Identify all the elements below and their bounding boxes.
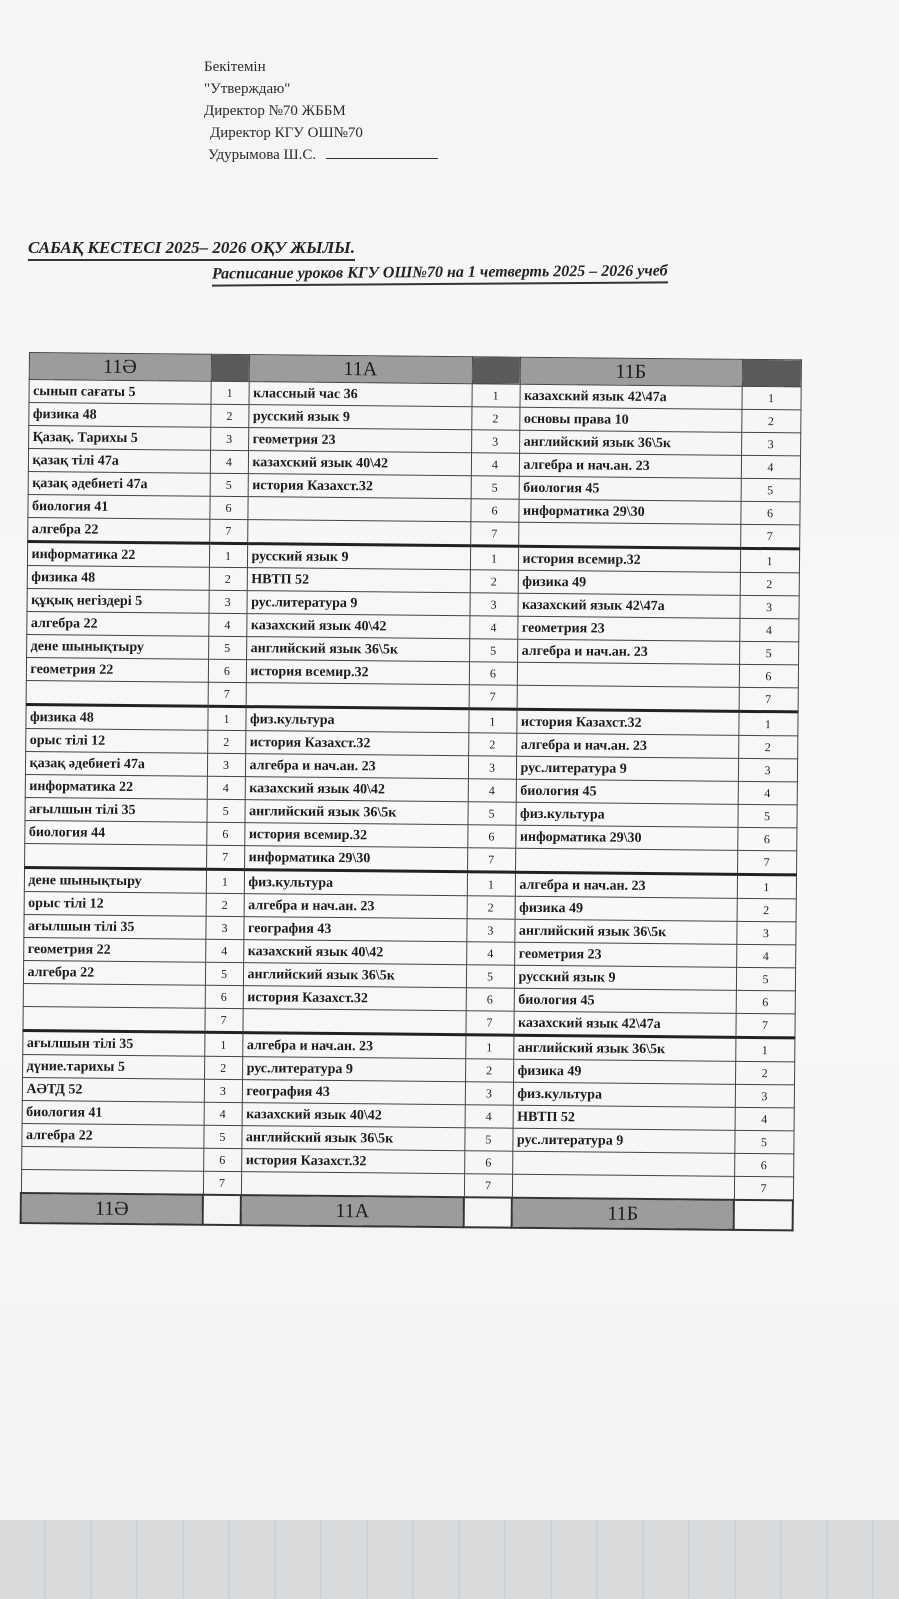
subject-11a: казахский язык 40\42	[242, 1103, 465, 1128]
lesson-number: 5	[736, 967, 795, 991]
subject-11b: английский язык 36\5к	[513, 1035, 735, 1061]
subject-11e: геометрия 22	[23, 937, 205, 962]
class-header-11e: 11Ә	[29, 353, 211, 382]
approval-line: Бекітемін	[204, 59, 266, 75]
lesson-number: 4	[738, 781, 797, 805]
lesson-number: 6	[209, 496, 247, 519]
subject-11e: биология 44	[24, 820, 206, 845]
background-surface	[0, 1520, 899, 1599]
lesson-number: 2	[210, 404, 248, 427]
subject-11a	[246, 683, 469, 709]
lesson-number: 7	[204, 1008, 242, 1032]
lesson-number: 1	[735, 1037, 794, 1062]
subject-11a	[247, 497, 470, 522]
subject-11b: физика 49	[518, 570, 740, 595]
lesson-number: 5	[737, 804, 796, 828]
subject-11b: основы права 10	[519, 407, 741, 432]
subject-11b: казахский язык 42\47а	[513, 1011, 735, 1037]
lesson-number: 3	[210, 427, 248, 450]
subject-11a: история всемир.32	[246, 660, 469, 685]
lesson-number: 6	[208, 659, 246, 682]
lesson-number: 6	[466, 988, 514, 1011]
lesson-number: 5	[471, 476, 519, 499]
lesson-number: 1	[207, 706, 245, 730]
subject-11a: рус.литература 9	[246, 591, 469, 616]
lesson-number: 5	[741, 478, 800, 502]
lesson-number: 6	[469, 662, 517, 685]
lesson-number: 6	[737, 827, 796, 851]
lesson-number: 2	[468, 733, 516, 756]
subject-11b: информатика 29\30	[515, 825, 737, 850]
subject-11e: физика 48	[25, 704, 207, 730]
subject-11a: английский язык 36\5к	[241, 1126, 464, 1151]
lesson-number: 1	[470, 546, 518, 570]
lesson-number: 7	[208, 682, 246, 706]
lesson-number: 3	[738, 758, 797, 782]
subject-11b: рус.литература 9	[512, 1128, 734, 1153]
lesson-number: 5	[203, 1125, 241, 1148]
approval-line: "Утверждаю"	[204, 81, 291, 97]
subject-11b: физ.культура	[515, 802, 737, 827]
subject-11a: казахский язык 40\42	[246, 614, 469, 639]
lesson-number: 2	[741, 409, 800, 433]
subject-11e: қазақ тілі 47а	[28, 449, 210, 474]
subject-11a: география 43	[243, 917, 466, 942]
lesson-number: 2	[206, 893, 244, 916]
schedule-table	[20, 352, 802, 1231]
lesson-number: 5	[734, 1130, 793, 1154]
lesson-number: 4	[735, 1107, 794, 1131]
lesson-number: 7	[206, 845, 244, 869]
lesson-number: 5	[466, 965, 514, 988]
lesson-number: 3	[204, 1079, 242, 1102]
subject-11e: биология 41	[22, 1100, 204, 1125]
lesson-number: 2	[470, 570, 518, 593]
lesson-number: 3	[741, 432, 800, 456]
subject-11b: алгебра и нач.ан. 23	[515, 872, 737, 898]
subject-11b: физика 49	[515, 896, 737, 921]
subject-11b: русский язык 9	[514, 965, 736, 990]
lesson-number: 2	[738, 735, 797, 759]
subject-11a: история всемир.32	[244, 823, 467, 848]
lesson-number: 3	[205, 916, 243, 939]
lesson-number: 4	[204, 1102, 242, 1125]
lesson-number: 5	[469, 639, 517, 662]
lesson-number: 4	[210, 450, 248, 473]
lesson-number: 6	[464, 1151, 512, 1174]
subject-11e	[26, 680, 208, 706]
subject-11b: геометрия 23	[514, 942, 736, 967]
subject-11a	[247, 520, 470, 546]
title-russian: Расписание уроков КГУ ОШ№70 на 1 четверть 2025 – 2026 учеб	[212, 262, 668, 286]
subject-11b: биология 45	[514, 988, 736, 1013]
subject-11b: английский язык 36\5к	[514, 919, 736, 944]
subject-11b: алгебра и нач.ан. 23	[517, 639, 739, 664]
lesson-number: 3	[207, 753, 245, 776]
lesson-number: 4	[207, 776, 245, 799]
lesson-number: 1	[741, 386, 800, 410]
subject-11a: геометрия 23	[248, 428, 471, 453]
lesson-number: 4	[208, 613, 246, 636]
lesson-number: 1	[206, 869, 244, 893]
subject-11b	[515, 848, 737, 874]
lesson-number: 1	[209, 543, 247, 567]
num-header	[472, 357, 520, 384]
lesson-number: 4	[471, 453, 519, 476]
lesson-number: 4	[736, 944, 795, 968]
lesson-number: 4	[468, 779, 516, 802]
subject-11a: английский язык 36\5к	[243, 963, 466, 988]
lesson-number: 7	[469, 685, 517, 709]
lesson-number: 4	[205, 939, 243, 962]
lesson-number: 1	[738, 711, 797, 736]
lesson-number: 1	[740, 548, 799, 573]
subject-11e: ағылшын тілі 35	[25, 797, 207, 822]
lesson-number: 6	[734, 1153, 793, 1177]
subject-11a: история Казахст.32	[243, 986, 466, 1011]
subject-11a: история Казахст.32	[245, 731, 468, 756]
lesson-number: 1	[204, 1032, 242, 1056]
lesson-number: 1	[465, 1035, 513, 1059]
subject-11e: Қазақ. Тарихы 5	[28, 426, 210, 451]
subject-11e	[21, 1169, 203, 1194]
lesson-number: 7	[467, 848, 515, 872]
lesson-number: 5	[739, 641, 798, 665]
lesson-number: 7	[734, 1176, 793, 1200]
subject-11e: алгебра 22	[26, 611, 208, 636]
subject-11e: АӘТД 52	[22, 1077, 204, 1102]
lesson-number: 2	[740, 572, 799, 596]
approval-line: Директор КГУ ОШ№70	[210, 125, 363, 141]
subject-11b	[518, 522, 740, 548]
lesson-number: 5	[206, 799, 244, 822]
subject-11b	[512, 1174, 734, 1200]
class-footer-11b: 11Б	[512, 1198, 734, 1230]
subject-11a: алгебра и нач.ан. 23	[245, 754, 468, 779]
subject-11e: физика 48	[28, 403, 210, 428]
subject-11b: физ.культура	[513, 1082, 735, 1107]
lesson-number: 4	[739, 618, 798, 642]
subject-11b: биология 45	[519, 476, 741, 501]
subject-11e: орыс тілі 12	[24, 891, 206, 916]
lesson-number: 1	[737, 874, 796, 899]
num-footer	[203, 1195, 241, 1225]
subject-11a: русский язык 9	[247, 544, 470, 570]
lesson-number: 2	[467, 896, 515, 919]
subject-11b: НВТП 52	[513, 1105, 735, 1130]
subject-11e: биология 41	[27, 495, 209, 520]
subject-11e	[24, 843, 206, 869]
lesson-number: 7	[209, 519, 247, 543]
subject-11e: сынып сағаты 5	[29, 380, 211, 405]
subject-11e: дүние.тарихы 5	[22, 1054, 204, 1079]
subject-11a: география 43	[242, 1080, 465, 1105]
subject-11b	[517, 662, 739, 687]
lesson-number: 7	[464, 1174, 512, 1198]
num-header	[742, 359, 801, 387]
subject-11e: алгебра 22	[23, 960, 205, 985]
footer-row	[21, 1193, 793, 1230]
subject-11b: биология 45	[516, 779, 738, 804]
lesson-number: 2	[471, 407, 519, 430]
lesson-number: 3	[465, 1082, 513, 1105]
subject-11b: история всемир.32	[518, 546, 740, 572]
subject-11e: физика 48	[27, 565, 209, 590]
subject-11a: казахский язык 40\42	[248, 451, 471, 476]
subject-11b	[512, 1151, 734, 1176]
subject-11a: классный час 36	[249, 382, 472, 407]
subject-11b: история Казахст.32	[516, 709, 738, 735]
subject-11a: НВТП 52	[247, 568, 470, 593]
subject-11e	[21, 1146, 203, 1171]
subject-11e: қазақ әдебиеті 47а	[25, 751, 207, 776]
lesson-number: 6	[736, 990, 795, 1014]
subject-11e: информатика 22	[27, 542, 209, 568]
class-header-11a: 11А	[249, 355, 472, 384]
lesson-number: 5	[467, 802, 515, 825]
lesson-number: 6	[740, 501, 799, 525]
subject-11e: қазақ әдебиеті 47а	[28, 472, 210, 497]
subject-11a: русский язык 9	[248, 405, 471, 430]
subject-11a: история Казахст.32	[241, 1149, 464, 1174]
lesson-number: 3	[735, 1084, 794, 1108]
subject-11b: английский язык 36\5к	[519, 430, 741, 455]
subject-11e: геометрия 22	[26, 657, 208, 682]
subject-11b: алгебра и нач.ан. 23	[519, 453, 741, 478]
num-footer	[734, 1200, 793, 1231]
lesson-number: 6	[203, 1148, 241, 1171]
lesson-number: 2	[465, 1059, 513, 1082]
lesson-number: 1	[467, 872, 515, 896]
lesson-number: 3	[469, 593, 517, 616]
subject-11a: история Казахст.32	[248, 474, 471, 499]
lesson-number: 3	[739, 595, 798, 619]
lesson-number: 6	[470, 499, 518, 522]
subject-11a: физ.культура	[244, 870, 467, 896]
subject-11a: алгебра и нач.ан. 23	[244, 894, 467, 919]
lesson-number: 7	[470, 522, 518, 546]
subject-11a	[242, 1009, 465, 1035]
lesson-number: 6	[739, 664, 798, 688]
subject-11e: құқық негіздері 5	[27, 588, 209, 613]
subject-11a: английский язык 36\5к	[246, 637, 469, 662]
lesson-number: 6	[467, 825, 515, 848]
subject-11e: алгебра 22	[27, 518, 209, 544]
approval-signature-line	[204, 144, 534, 166]
lesson-number: 3	[466, 919, 514, 942]
subject-11e: дене шынықтыру	[24, 867, 206, 893]
director-name: Удурымова Ш.С.	[208, 147, 317, 163]
subject-11e	[22, 1006, 204, 1032]
title-kazakh: САБАҚ КЕСТЕСІ 2025– 2026 ОҚУ ЖЫЛЫ.	[28, 238, 355, 261]
subject-11a: алгебра и нач.ан. 23	[242, 1033, 465, 1059]
subject-11e: дене шынықтыру	[26, 634, 208, 659]
lesson-number: 7	[739, 687, 798, 712]
lesson-number: 2	[207, 730, 245, 753]
lesson-number: 3	[468, 756, 516, 779]
num-header	[211, 354, 249, 381]
lesson-number: 1	[468, 709, 516, 733]
lesson-number: 5	[205, 962, 243, 985]
num-footer	[464, 1197, 512, 1227]
lesson-number: 2	[735, 1061, 794, 1085]
lesson-number: 5	[208, 636, 246, 659]
class-footer-11a: 11А	[241, 1195, 464, 1227]
subject-11e: ағылшын тілі 35	[22, 1030, 204, 1056]
schedule-table-wrapper	[20, 352, 818, 1232]
lesson-number: 3	[471, 430, 519, 453]
subject-11e: орыс тілі 12	[25, 728, 207, 753]
lesson-number: 2	[204, 1056, 242, 1079]
class-footer-11e: 11Ә	[21, 1193, 203, 1225]
subject-11e: алгебра 22	[21, 1123, 203, 1148]
subject-11a: информатика 29\30	[244, 846, 467, 872]
subject-11b: казахский язык 42\47а	[517, 593, 739, 618]
subject-11a: рус.литература 9	[242, 1057, 465, 1082]
lesson-number: 7	[465, 1011, 513, 1035]
subject-11b	[517, 685, 739, 711]
subject-11b: казахский язык 42\47а	[519, 384, 741, 409]
lesson-number: 4	[465, 1105, 513, 1128]
lesson-number: 7	[203, 1171, 241, 1195]
lesson-number: 4	[469, 616, 517, 639]
subject-11b: алгебра и нач.ан. 23	[516, 733, 738, 758]
subject-11a: казахский язык 40\42	[243, 940, 466, 965]
lesson-number: 3	[736, 921, 795, 945]
subject-11a	[241, 1172, 464, 1198]
lesson-number: 1	[471, 384, 519, 407]
lesson-number: 4	[741, 455, 800, 479]
signature-blank	[326, 146, 438, 159]
lesson-number: 2	[737, 898, 796, 922]
subject-11a: казахский язык 40\42	[245, 777, 468, 802]
lesson-number: 5	[210, 473, 248, 496]
lesson-number: 6	[206, 822, 244, 845]
class-header-11b: 11Б	[520, 357, 742, 386]
subject-11e	[23, 983, 205, 1008]
lesson-number: 6	[205, 985, 243, 1008]
subject-11b: геометрия 23	[517, 616, 739, 641]
subject-11e: ағылшын тілі 35	[23, 914, 205, 939]
subject-11a: английский язык 36\5к	[244, 800, 467, 825]
lesson-number: 5	[464, 1128, 512, 1151]
lesson-number: 1	[211, 381, 249, 404]
subject-11a: физ.культура	[245, 707, 468, 733]
approval-block	[204, 56, 534, 166]
subject-11e: информатика 22	[25, 774, 207, 799]
lesson-number: 7	[735, 1013, 794, 1038]
lesson-number: 7	[737, 850, 796, 875]
lesson-number: 2	[209, 567, 247, 590]
schedule-body	[21, 380, 801, 1201]
subject-11b: физика 49	[513, 1059, 735, 1084]
lesson-number: 4	[466, 942, 514, 965]
lesson-number: 7	[740, 524, 799, 549]
lesson-number: 3	[209, 590, 247, 613]
approval-line: Директор №70 ЖББМ	[204, 103, 346, 119]
subject-11b: рус.литература 9	[516, 756, 738, 781]
subject-11b: информатика 29\30	[518, 499, 740, 524]
